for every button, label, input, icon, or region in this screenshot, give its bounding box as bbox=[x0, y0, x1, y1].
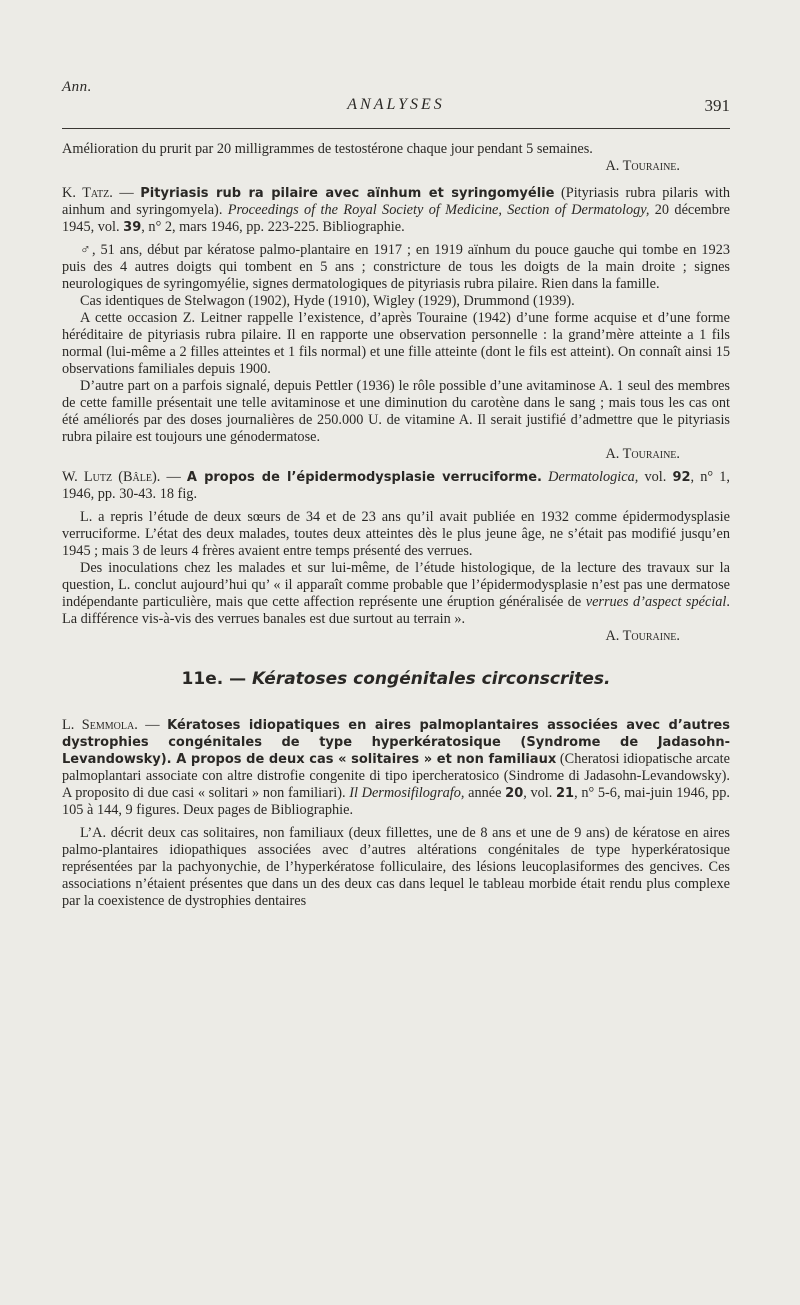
review-paragraph: Cas identiques de Stelwagon (1902), Hyde (1910), Wigley (1929), Drummond (1939). bbox=[80, 293, 575, 309]
section-heading: 11e. — Kératoses congénitales circonscrites. bbox=[181, 669, 611, 689]
review-paragraph: Des inoculations chez les malades et sur lui-même, de l’étude histologique, de la lecture des travaux sur la question, L. conclut aujourd’hui qu’ « il apparaît comme probable que l’épidermodysplasie n’est pas une dermatose indépendante particulière, mais que cette affection représente une éruption généralisée de verrues d’aspect spécial. La différence vis-à-vis des verrues banales est due surtout au terrain ». bbox=[62, 560, 730, 627]
journal-name: Il Dermosifilografo, bbox=[349, 785, 465, 801]
review-paragraph: ♂, 51 ans, début par kératose palmo-plantaire en 1917 ; en 1919 aïnhum du pouce gauche qui tombe en 1923 puis des 4 autres doigts qui tombent en 5 ans ; constricture de tous les doigts de la main droite ; signes neurologiques de syringomyélie, signes dermatologiques de pityriasis rubra pilaire. Rien dans la famille. bbox=[62, 242, 730, 292]
review-signature: A. Touraine. bbox=[605, 628, 680, 644]
review-title: Pityriasis rub ra pilaire avec aïnhum et syringomyélie bbox=[140, 186, 555, 201]
review-author: L. Semmola. bbox=[62, 717, 138, 733]
review-signature: A. Touraine. bbox=[605, 446, 680, 462]
header-title: ANALYSES bbox=[347, 96, 445, 113]
page-header bbox=[62, 96, 730, 120]
review-paragraph: A cette occasion Z. Leitner rappelle l’existence, d’après Touraine (1942) d’une forme acquise et d’une forme héréditaire de pityriasis rubra pilaire. Il en rapporte une observation personnelle : la grand’mère atteinte a 1 fils normal (lui-même a 2 filles atteintes et 1 fils normal) et une fille atteinte (dont le fils est atteint). On connaît ainsi 15 observations familiales depuis 1900. bbox=[62, 310, 730, 377]
page-body bbox=[62, 141, 730, 910]
review-citation: W. Lutz (Bâle). — A propos de l’épidermodysplasie verruciforme. Dermatologica, vol. 92, n° 1, 1946, pp. 30-43. 18 fig. bbox=[62, 469, 731, 502]
review-title: A propos de l’épidermodysplasie verruciforme. bbox=[186, 470, 542, 485]
review-paragraph: L’A. décrit deux cas solitaires, non familiaux (deux fillettes, une de 8 ans et une de 9 ans) de kératose en aires palmo-plantaires idiopathiques associées avec d’autres altérations congénitales de type hyperkératosique représentées par la pachyonychie, de l’hyperkératose folliculaire, des lésions leucoplasiformes des gencives. Ces associations n’étaient présentes que dans un des deux cas dans lequel le tableau morbide était rendu plus complexe par la coexistence de dystrophies dentaires bbox=[62, 825, 730, 909]
review-signature: A. Touraine. bbox=[605, 158, 680, 174]
review-citation: K. Tatz. — Pityriasis rub ra pilaire avec aïnhum et syringomyélie (Pityriasis rubra pilaris with ainhum and syringomyela). Proceedings of the Royal Society of Medicine, Section of Dermatology, 20 décembre 1945, vol. 39, n° 2, mars 1946, pp. 223-225. Bibliographie. bbox=[62, 185, 730, 235]
review-paragraph: D’autre part on a parfois signalé, depuis Pettler (1936) le rôle possible d’une avitaminose A. 1 seul des membres de cette famille présentait une telle avitaminose et une diminution du carotène dans le sang ; mais tous les cas ont été améliorés par des doses journalières de 250.000 U. de vitamine A. Il serait justifié d’admettre que le pityriasis rubra pilaire est toujours une génodermatose. bbox=[62, 378, 730, 445]
journal-name: Dermatologica, bbox=[548, 469, 639, 485]
journal-name: Proceedings of the Royal Society of Medicine, Section of Dermatology, bbox=[227, 202, 650, 218]
review-author: K. Tatz. bbox=[62, 185, 113, 201]
header-rule bbox=[62, 128, 730, 129]
page-number: 391 bbox=[704, 96, 730, 115]
running-head-ann: Ann. bbox=[62, 79, 92, 95]
review-continuation-text: Amélioration du prurit par 20 milligrammes de testostérone chaque jour pendant 5 semaines. bbox=[62, 141, 593, 157]
review-author: W. Lutz (Bâle). bbox=[62, 469, 161, 485]
review-paragraph: L. a repris l’étude de deux sœurs de 34 et de 23 ans qu’il avait publiée en 1932 comme épidermodysplasie verruciforme. L’état des deux malades, toutes deux atteintes dès le plus jeune âge, ne s’était pas modifié jusqu’en 1945 ; mais 3 de leurs 4 frères avaient entre temps présenté des verrues. bbox=[62, 509, 730, 559]
review-title: Kératoses idiopatiques en aires palmoplantaires associées avec d’autres dystrophies congénitales de type hyperkératosique (Syndrome de Jadasohn-Levandowsky). A propos de deux cas « solitaires » et non familiaux bbox=[62, 718, 730, 767]
review-citation: L. Semmola. — Kératoses idiopatiques en aires palmoplantaires associées avec d’autres dystrophies congénitales de type hyperkératosique (Syndrome de Jadasohn-Levandowsky). A propos de deux cas « solitaires » et non familiaux (Cheratosi idiopatische arcate palmoplantari associate con altre distrofie congenite di tipo ipercheratosico (Sindrome di Jadasohn-Levandowsky). A proposito di due casi « solitari » non familiari). Il Dermosifilografo, année 20, vol. 21, n° 5-6, mai-juin 1946, pp. 105 à 144, 9 figures. Deux pages de Bibliographie. bbox=[62, 717, 730, 818]
